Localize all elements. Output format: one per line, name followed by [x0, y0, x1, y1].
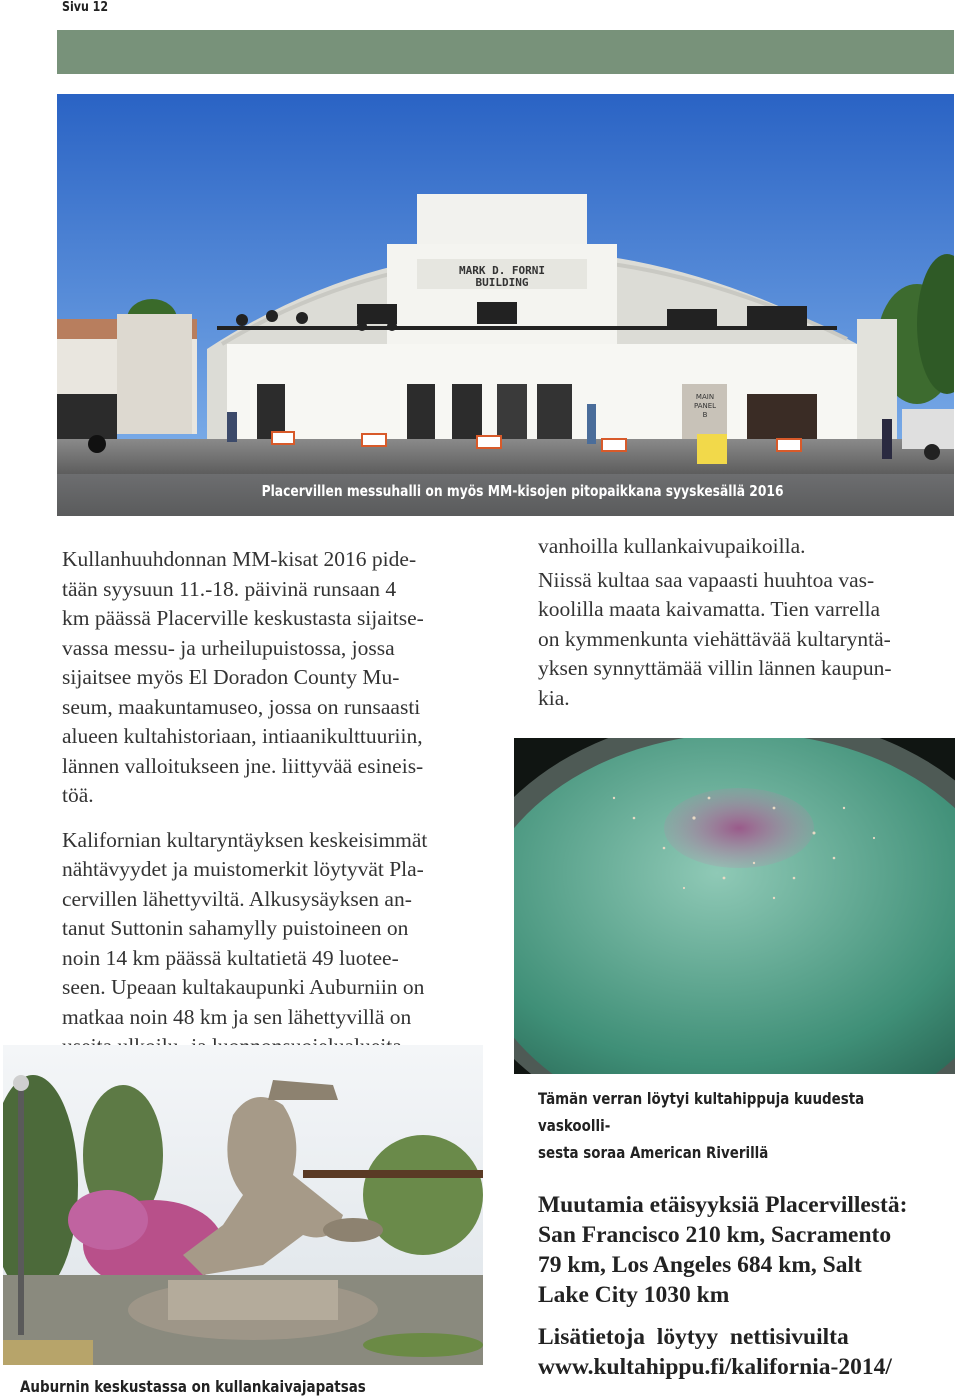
right-line-2: kia. — [538, 685, 570, 710]
left-line-2: Kalifornian kultaryntäyksen keskeisimmät — [62, 827, 428, 852]
panel-line-2: PANEL — [693, 402, 717, 410]
building-caption-bar — [57, 474, 954, 516]
left-line-2: matkaa noin 48 km ja sen lähettyvillä on — [62, 1004, 412, 1029]
right-line: vanhoilla kullankaivupaikoilla. — [538, 534, 806, 558]
website-link[interactable]: www.kultahippu.fi/kalifornia-2014/ — [538, 1354, 892, 1380]
building-photo — [57, 94, 954, 474]
right-line-2: on kymmenkunta viehättävää kultaryntä- — [538, 626, 891, 651]
article-right-column — [538, 532, 948, 713]
left-line: Kullanhuuhdonnan MM-kisat 2016 pide- — [62, 547, 417, 571]
building-illustration — [57, 94, 954, 474]
distance-line: Lake City 1030 km — [538, 1282, 730, 1308]
gold-pan-caption-line: sesta soraa American Riverillä — [538, 1143, 769, 1162]
gold-pan-illustration — [514, 738, 955, 1074]
distance-line: 79 km, Los Angeles 684 km, Salt — [538, 1252, 862, 1278]
statue-caption: Auburnin keskustassa on kullankaivajapatsas — [20, 1377, 366, 1396]
gold-pan-caption — [538, 1085, 933, 1166]
left-line: km päässä Placerville keskustasta sijaitse- — [62, 606, 424, 630]
statue-illustration — [3, 1045, 483, 1365]
distance-line: San Francisco 210 km, Sacramento — [538, 1222, 892, 1248]
gold-pan-photo — [514, 738, 955, 1074]
right-line-2: Niissä kultaa saa vapaasti huuhtoa vas- — [538, 567, 875, 592]
sign-line-1: MARK D. FORNI — [458, 264, 546, 277]
left-line-2: cervillen lähettyviltä. Alkusysäyksen an- — [62, 886, 412, 911]
left-line: seum, maakuntamuseo, jossa on runsaasti — [62, 694, 421, 719]
page-number: Sivu 12 — [62, 0, 109, 15]
left-line: töä. — [62, 783, 94, 807]
left-line-2: seen. Upeaan kultakaupunki Auburniin on — [62, 975, 425, 999]
left-line: tään syysuun 11.-18. päivinä runsaan 4 — [62, 576, 397, 601]
gold-pan-caption-line: Tämän verran löytyi kultahippuja kuudesta vaskoolli- — [538, 1089, 865, 1135]
header-band — [57, 30, 954, 74]
left-line: sijaitsee myös El Doradon County Mu- — [62, 665, 400, 689]
left-line-2: noin 14 km päässä kultatietä 49 luotee- — [62, 945, 399, 970]
distances-box — [538, 1190, 958, 1382]
right-line-2: yksen synnyttämää villin lännen kaupun- — [538, 656, 892, 680]
statue-photo — [3, 1045, 483, 1365]
left-line: vassa messu- ja urheilupuistossa, jossa — [62, 635, 395, 660]
left-line-2: tanut Suttonin sahamylly puistoineen on — [62, 916, 409, 940]
building-caption: Placervillen messuhalli on myös MM-kisojen pitopaikkana syyskesällä 2016 — [262, 482, 784, 500]
panel-line-1: MAIN — [695, 393, 715, 401]
more-info-line: Lisätietoja löytyy nettisivuilta — [538, 1324, 849, 1350]
sign-line-2: BUILDING — [475, 276, 529, 289]
left-line: alueen kultahistoriaan, intiaanikulttuuriin, — [62, 724, 423, 748]
right-line-2: koolilla maata kaivamatta. Tien varrella — [538, 597, 881, 621]
distance-line: Muutamia etäisyyksiä Placervillestä: — [538, 1192, 908, 1218]
article-left-column — [62, 545, 482, 1062]
left-line-2: nähtävyydet ja muistomerkit löytyvät Pla- — [62, 857, 424, 881]
left-line: lännen valloitukseen jne. liittyvää esineis- — [62, 753, 424, 778]
panel-line-3: B — [702, 411, 708, 419]
